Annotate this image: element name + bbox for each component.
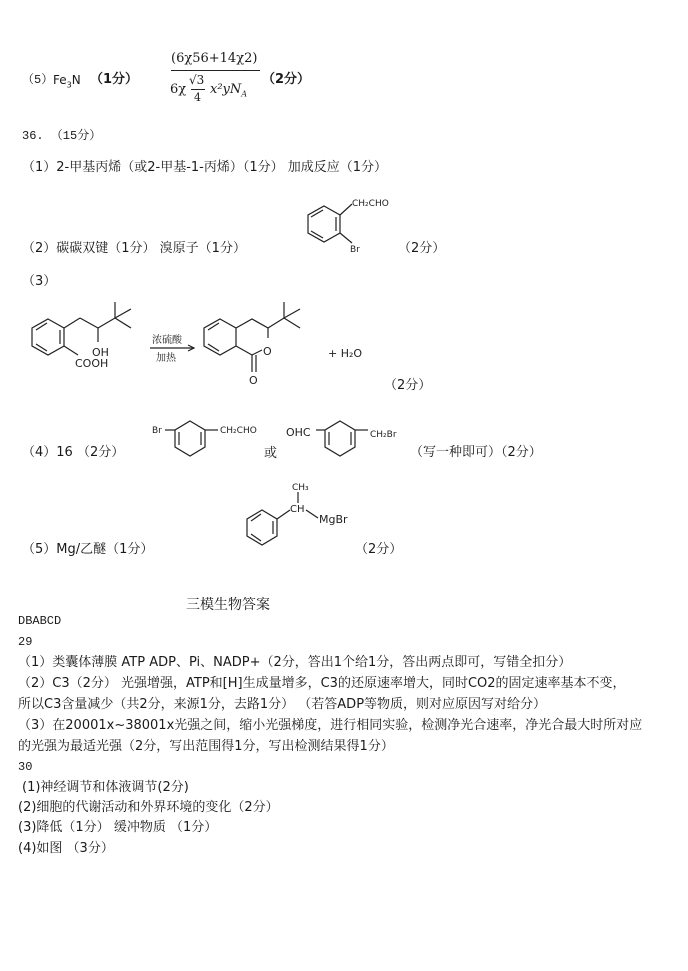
q36-line3-score: （2分） <box>384 378 432 393</box>
reactant-cooh: COOH <box>75 357 109 370</box>
bio-mc-answers: DBABCD <box>18 614 62 628</box>
q36-line4-tail: （写一种即可）（2分） <box>410 445 542 460</box>
s5-mgbr: MgBr <box>319 513 348 526</box>
bio-q30-3: (3)降低（1分） 缓冲物质 （1分） <box>18 820 218 835</box>
bio-title: 三模生物答案 <box>186 597 270 613</box>
bio-q30-1: (1)神经调节和体液调节(2分) <box>22 780 189 795</box>
den-four: 4 <box>194 91 201 104</box>
q36-line4: （4）16 （2分） <box>22 445 125 460</box>
product-carbonyl-o: O <box>249 374 258 387</box>
struct2-br: Br <box>350 245 360 255</box>
s4a-br: Br <box>152 426 162 436</box>
den-rest: $x^2yN_A$ <box>210 82 248 99</box>
bio-q29-1: （1）类囊体薄膜 ATP ADP、Pi、NADP+（2分，答出1个给1分，答出两点即可，写错全扣分） <box>18 655 572 670</box>
s5-ch3: CH₃ <box>292 483 309 493</box>
s4b-ohc: OHC <box>286 426 311 439</box>
q36-line2: （2）碳碳双键（1分） 溴原子（1分） <box>22 241 246 256</box>
plus-water: + H₂O <box>328 347 363 360</box>
q36-line5-score: （2分） <box>355 542 403 557</box>
bio-q29-2a: （2）C3（2分） 光强增强，ATP和[H]生成量增多，C3的还原速率增大，同时CO2的固定速率基本不变， <box>18 676 626 691</box>
reactant-oh: OH <box>92 346 109 359</box>
den-sqrt: √3 <box>189 73 205 87</box>
s4-or: 或 <box>264 446 278 461</box>
bio-q30-2: (2)细胞的代谢活动和外界环境的变化（2分） <box>18 800 279 815</box>
bio-q29: 29 <box>18 635 33 649</box>
bio-q29-3b: 的光强为最适光强（2分，写出范围得1分，写出检测结果得1分） <box>18 739 394 754</box>
bio-q30-4: (4)如图 （3分） <box>18 841 114 856</box>
s4a-ch2cho: CH₂CHO <box>220 426 257 436</box>
bio-q29-2b: 所以C3含量减少（共2分，来源1分，去路1分） （若答ADP等物质，则对应原因写对给分） <box>18 697 547 712</box>
arrow-reagent-top: 浓硫酸 <box>152 335 182 346</box>
s5-ch: CH <box>290 504 305 515</box>
q36-line2-score: （2分） <box>398 241 446 256</box>
q35-5-score2: （2分） <box>262 72 311 87</box>
product-ring-o: O <box>263 345 272 358</box>
den-prefix: 6χ <box>170 82 187 97</box>
bio-q30: 30 <box>18 760 33 774</box>
struct2-ch2cho: CH₂CHO <box>352 199 389 209</box>
q36-header: 36. （15分） <box>22 129 102 143</box>
fe3n-formula: $Fe_3N$ <box>53 73 81 90</box>
q35-5-score1: （1分） <box>90 72 139 87</box>
fraction-numerator: (6χ56+14χ2) <box>171 51 258 66</box>
q36-line5: （5）Mg/乙醚（1分） <box>22 542 154 557</box>
q35-5-label: （5） <box>22 73 54 87</box>
s4b-ch2br: CH₂Br <box>370 430 397 440</box>
q36-line3: （3） <box>22 274 57 289</box>
arrow-reagent-bottom: 加热 <box>156 353 176 364</box>
q36-line1: （1）2-甲基丙烯（或2-甲基-1-丙烯）（1分） 加成反应（1分） <box>22 160 388 175</box>
bio-q29-3a: （3）在20001x~38001x光强之间，缩小光强梯度，进行相同实验，检测净光合速率，净光合最大时所对应 <box>18 718 643 733</box>
